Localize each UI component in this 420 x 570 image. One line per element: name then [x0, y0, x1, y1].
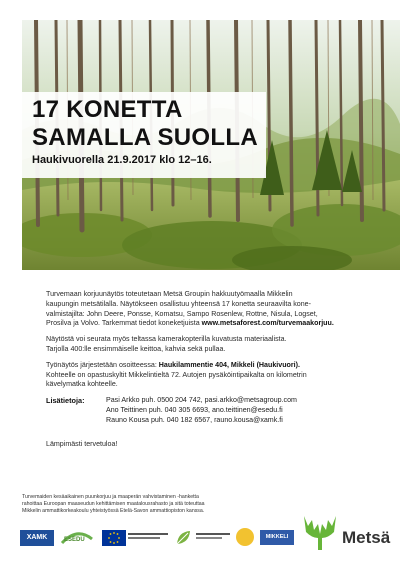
address-bold: Haukilammentie 404, Mikkeli (Haukivuori).	[158, 360, 300, 369]
body-text	[46, 290, 376, 448]
intro-line-prefix: Prosilva ja Volvo. Tarkemmat tiedot koneketjuista	[46, 319, 202, 328]
intro-line	[46, 319, 376, 329]
intro-line: valmistajilta: John Deere, Ponsse, Komatsu, Sampo Rosenlew, Rottne, Nisula, Logset,	[46, 309, 318, 318]
funding-line: Turvemaiden kesäaikainen puunkorjuu ja maaperän vahvistaminen -hanketta	[22, 494, 199, 500]
xamk-logo-text: XAMK	[26, 534, 48, 541]
esedu-logo-text: ESEDU	[64, 537, 85, 543]
website-link[interactable]: www.metsaforest.com/turvemaakorjuu.	[201, 319, 334, 328]
welcome-text: Lämpimästi tervetuloa!	[46, 440, 118, 449]
metsa-logo-text: Metsä	[342, 528, 391, 547]
address-prefix: Työnäytös järjestetään osoitteessa:	[46, 360, 159, 369]
intro-line: Turvemaan korjuunäytös toteutetaan Metsä Groupin hakkuutyömaalla Mikkelin	[46, 290, 293, 298]
contacts-block	[46, 396, 376, 430]
contacts-label: Lisätietoja:	[46, 396, 85, 406]
eu-stars-icon	[102, 530, 126, 546]
contacts-list	[106, 396, 297, 425]
leaf-icon	[174, 528, 194, 548]
metsa-logo	[300, 512, 400, 554]
eu-flag-logo	[102, 530, 126, 546]
intro-line: kaupungin metsätilalla. Näytökseen osallistuu yhteensä 17 konetta seuraavilta kone-	[46, 299, 311, 308]
moose-antler-icon	[300, 512, 340, 552]
contact-item: Rauno Kousa puh. 040 182 6567, rauno.kousa@xamk.fi	[106, 415, 283, 424]
tent-line: Tarjolla 400:lle ensimmäiselle keittoa, kahvia sekä pullaa.	[46, 344, 226, 353]
funding-line: Mikkelin ammattikorkeakoulu yhteistyössä Etelä-Savon ammattiopiston kanssa.	[22, 507, 205, 514]
esedu-logo	[60, 529, 94, 547]
event-date-subtitle: Haukivuorella 21.9.2017 klo 12–16.	[32, 154, 212, 166]
funding-line: rahoittaa Euroopan maaseudun kehittämisen maatalousrahasto ja sitä toteuttaa	[22, 500, 205, 507]
xamk-logo	[20, 530, 54, 546]
address-line	[46, 361, 376, 371]
headline-line-2: SAMALLA SUOLLA	[32, 124, 258, 151]
tent-paragraph	[46, 335, 376, 355]
contact-item: Ano Teittinen puh. 040 305 6693, ano.teittinen@esedu.fi	[106, 405, 283, 414]
tent-line: Näytöstä voi seurata myös teltassa kamerakopterilla kuvatusta materiaalista.	[46, 335, 287, 344]
rural-text-logo	[196, 533, 230, 543]
contact-item: Pasi Arkko puh. 0500 204 742, pasi.arkko@metsagroup.com	[106, 396, 297, 405]
intro-paragraph	[46, 290, 376, 329]
funding-note	[22, 494, 322, 514]
round-emblem-logo	[236, 528, 254, 546]
headline-line-1: 17 KONETTA	[32, 96, 183, 123]
partner-logos	[20, 524, 405, 554]
headline-panel	[22, 92, 266, 178]
rural-development-logo	[174, 528, 194, 548]
address-line: Kohteelle on opastuskyltit Mikkelintieltä 72. Autojen pysäköintipaikalta on kilometrin	[46, 370, 307, 379]
mikkeli-logo-text: MIKKELI	[265, 534, 289, 540]
mikkeli-logo	[260, 530, 294, 545]
eu-text-logo	[128, 533, 168, 543]
address-paragraph	[46, 361, 376, 390]
address-line: kävelymatka kohteelle.	[46, 380, 118, 389]
